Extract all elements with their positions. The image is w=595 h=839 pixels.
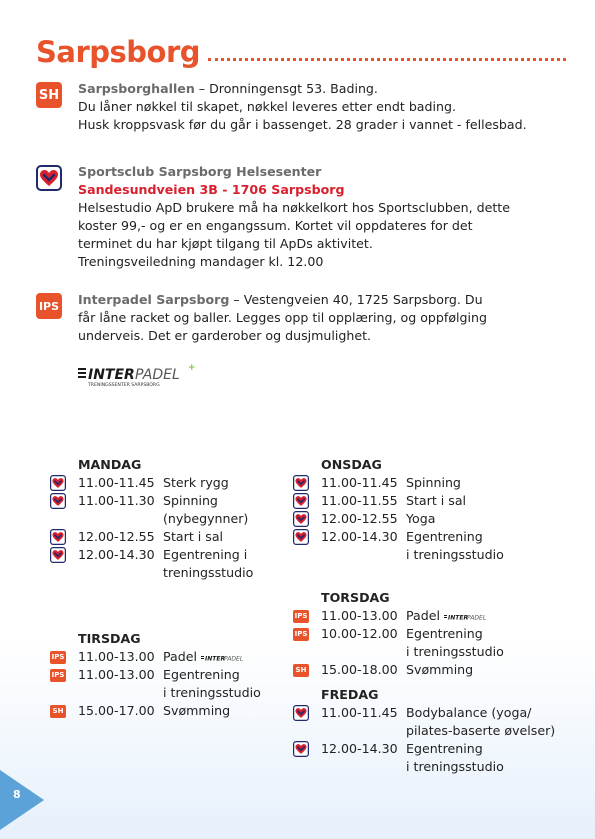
session-time: 15.00-18.00 [321,662,398,677]
ips-badge-icon: IPS [50,651,66,664]
session-activity: Start i sal [163,529,224,544]
session-time: 12.00-12.55 [78,529,155,544]
session-activity: Start i sal [406,493,467,508]
logo-word-padel: PADEL [135,367,180,383]
page-number: 8 [13,788,21,801]
session-time: 10.00-12.00 [321,626,398,641]
session-activity: Sterk rygg [163,475,229,490]
logo-plus-icon: + [188,363,196,373]
heart-logo-icon [293,511,309,527]
session-time: 11.00-11.45 [321,705,398,720]
heart-logo-icon [293,475,309,491]
logo-word-inter: INTER [88,367,135,383]
session-activity: Svømming [406,662,474,677]
sh-badge-icon: SH [50,705,66,718]
session-activity: Spinning [163,493,218,508]
session-activity-cont: i treningsstudio [406,759,504,774]
session-time: 11.00-11.45 [78,475,155,490]
interpadel-mini-logo [444,612,494,622]
schedule-row [50,546,270,582]
heart-logo-icon [293,529,309,545]
interpadel-mini-logo [201,653,251,663]
session-activity-cont: pilates-baserte øvelser) [406,723,556,738]
page-corner-triangle [0,770,44,830]
session-activity: Padel [406,608,440,623]
mini-logo-padel: PADEL [224,655,244,662]
session-activity: Egentrening [406,626,483,641]
venue-text-line: Treningsveiledning mandager kl. 12.00 [78,254,324,269]
venue-address: – Vestengveien 40, 1725 Sarpsborg. Du [229,292,483,307]
interpadel-logo [78,362,208,392]
session-activity: Bodybalance (yoga/ [406,705,532,720]
session-activity: Egentrening i [163,547,248,562]
venue-sportsclub [36,163,566,271]
heart-logo-icon [293,741,309,757]
ips-badge-icon: IPS [293,628,309,641]
schedule-row [293,740,573,776]
page-header [36,32,566,72]
day-heading: TORSDAG [321,590,390,605]
session-time: 11.00-13.00 [78,667,155,682]
venue-sarpsborghallen [36,80,566,134]
mini-logo-inter: INTER [448,614,469,621]
heart-logo-icon [50,529,66,545]
heart-logo-icon [50,475,66,491]
schedule-row [50,492,270,528]
ips-badge-icon: IPS [36,293,62,319]
schedule-fredag [293,686,573,776]
venue-text-line: Helsestudio ApD brukere må ha nøkkelkort hos Sportsclubben, dette [78,200,510,215]
venue-text-line: underveis. Det er garderober og dusjmulighet. [78,328,372,343]
schedule-row [293,492,573,510]
session-activity-cont: treningsstudio [163,565,254,580]
day-heading: TIRSDAG [78,631,141,646]
session-time: 11.00-11.45 [321,475,398,490]
sh-badge-icon: SH [293,664,309,677]
schedule-row [50,528,270,546]
session-activity: Yoga [406,511,436,526]
heart-logo-icon [36,165,62,191]
venue-address: – Dronningensgt 53. Bading. [194,81,378,96]
venue-name: Interpadel Sarpsborg [78,292,230,307]
schedule-row [293,510,573,528]
schedule-row [293,607,573,625]
mini-logo-inter: INTER [205,655,226,662]
session-time: 12.00-14.30 [321,741,398,756]
session-time: 11.00-11.55 [321,493,398,508]
schedule-row [50,474,270,492]
schedule-row [293,661,573,679]
session-activity-cont: (nybegynner) [163,511,249,526]
day-heading: MANDAG [78,457,142,472]
day-heading: FREDAG [321,687,379,702]
session-time: 15.00-17.00 [78,703,155,718]
sh-badge-icon: SH [36,82,62,108]
venue-address: Sandesundveien 3B - 1706 Sarpsborg [78,182,345,197]
session-activity: Egentrening [163,667,240,682]
venue-interpadel [36,291,566,345]
venue-text-line: Husk kroppsvask før du går i bassenget. 28 grader i vannet - fellesbad. [78,117,527,132]
session-time: 12.00-14.30 [321,529,398,544]
schedule-mandag [50,456,270,582]
session-activity: Spinning [406,475,461,490]
session-activity: Svømming [163,703,231,718]
heart-logo-icon [50,547,66,563]
venue-text-line: Du låner nøkkel til skapet, nøkkel leveres etter endt bading. [78,99,456,114]
mini-logo-padel: PADEL [467,614,487,621]
venue-text-line: koster 99,- og er en engangssum. Kortet vil oppdateres for det [78,218,473,233]
session-time: 12.00-12.55 [321,511,398,526]
schedule-tirsdag [50,630,270,720]
schedule-row [293,474,573,492]
venue-name: Sarpsborghallen [78,81,195,96]
schedule-row [293,704,573,740]
ips-badge-icon: IPS [293,610,309,623]
ips-badge-icon: IPS [50,669,66,682]
venue-text-line: terminet du har kjøpt tilgang til ApDs aktivitet. [78,236,373,251]
heart-logo-icon [50,493,66,509]
session-time: 11.00-11.30 [78,493,155,508]
session-time: 12.00-14.30 [78,547,155,562]
logo-subtitle: TRENINGSSENTER SARPSBORG [88,383,160,388]
heart-logo-icon [293,705,309,721]
logo-stripes-icon [78,368,86,378]
page-title: Sarpsborg [36,35,201,69]
session-activity: Egentrening [406,529,483,544]
schedule-row [50,702,270,720]
heart-logo-icon [293,493,309,509]
session-activity: Egentrening [406,741,483,756]
title-dotted-rule [208,58,566,61]
session-activity: Padel [163,649,197,664]
schedule-row [50,666,270,702]
session-time: 11.00-13.00 [321,608,398,623]
schedule-onsdag [293,456,573,564]
schedule-row [293,528,573,564]
session-activity-cont: i treningsstudio [406,547,504,562]
day-heading: ONSDAG [321,457,382,472]
schedule-row [293,625,573,661]
venue-text-line: får låne racket og baller. Legges opp til opplæring, og oppfølging [78,310,488,325]
session-activity-cont: i treningsstudio [163,685,261,700]
venue-name: Sportsclub Sarpsborg Helsesenter [78,164,322,179]
schedule-row [50,648,270,666]
schedule-torsdag [293,589,573,679]
session-time: 11.00-13.00 [78,649,155,664]
session-activity-cont: i treningsstudio [406,644,504,659]
